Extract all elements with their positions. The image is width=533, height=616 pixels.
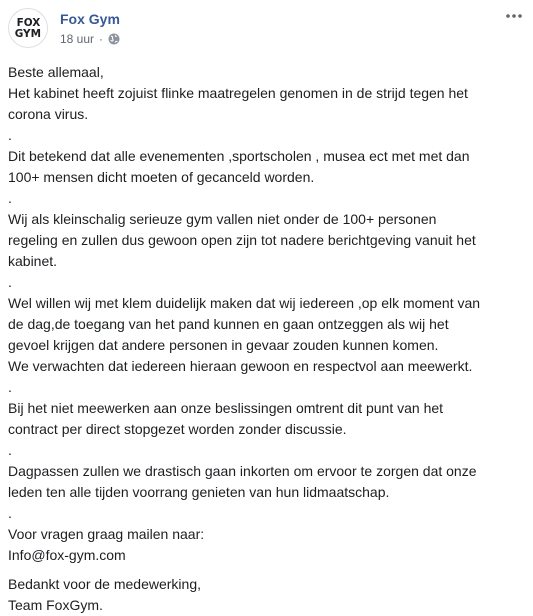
logo-text-top: FOX <box>16 16 40 29</box>
post-line: . <box>8 379 12 395</box>
more-options-icon[interactable] <box>503 8 525 24</box>
post-header <box>0 0 533 60</box>
post-line: . <box>8 274 12 290</box>
post-line: leden ten alle tijden voorrang genieten van hun lidmaatschap. <box>8 484 390 500</box>
meta-separator: · <box>99 32 104 46</box>
page-avatar[interactable] <box>8 8 48 48</box>
post-line: Wij als kleinschalig serieuze gym vallen niet onder de 100+ personen <box>8 211 437 227</box>
post-line: 100+ mensen dicht moeten of gecanceld worden. <box>8 169 315 185</box>
post-timestamp[interactable]: 18 uur <box>60 32 95 46</box>
globe-icon[interactable] <box>108 33 120 45</box>
post-body <box>8 62 528 616</box>
post-line: Voor vragen graag mailen naar: <box>8 526 205 542</box>
post-line: Bij het niet meewerken aan onze beslissingen omtrent dit punt van het <box>8 400 444 416</box>
post-line: kabinet. <box>8 253 58 269</box>
post-line: We verwachten dat iedereen hieraan gewoon en respectvol aan meewerkt. <box>8 358 473 374</box>
post-line: . <box>8 190 12 206</box>
post-line: Dit betekend dat alle evenementen ,sportscholen , musea ect met met dan <box>8 148 470 164</box>
post-line: Team FoxGym. <box>8 597 103 613</box>
post-line: Dagpassen zullen we drastisch gaan inkorten om ervoor te zorgen dat onze <box>8 463 477 479</box>
post-line: gevoel krijgen dat andere personen in gevaar zouden kunnen komen. <box>8 337 439 353</box>
post-line: . <box>8 127 12 143</box>
post-line: regeling en zullen dus gewoon open zijn tot nadere berichtgeving vanuit het <box>8 232 476 248</box>
post-line: corona virus. <box>8 106 89 122</box>
post-line: Wel willen wij met klem duidelijk maken dat wij iedereen ,op elk moment van <box>8 295 481 311</box>
post-line <box>8 566 528 574</box>
email-link[interactable]: Info@fox-gym.com <box>8 547 126 563</box>
logo-text-bottom: GYM <box>14 27 42 40</box>
post-meta <box>60 31 120 47</box>
post-line: Beste allemaal, <box>8 64 104 80</box>
post-line: . <box>8 505 12 521</box>
post-line: de dag,de toegang van het pand kunnen en gaan ontzeggen als wij het <box>8 316 449 332</box>
page-name-link[interactable]: Fox Gym <box>60 11 120 27</box>
post-line: . <box>8 442 12 458</box>
post-line: Het kabinet heeft zojuist flinke maatregelen genomen in de strijd tegen het <box>8 85 468 101</box>
post-line: Bedankt voor de medewerking, <box>8 576 201 592</box>
post-line: contract per direct stopgezet worden zonder discussie. <box>8 421 347 437</box>
